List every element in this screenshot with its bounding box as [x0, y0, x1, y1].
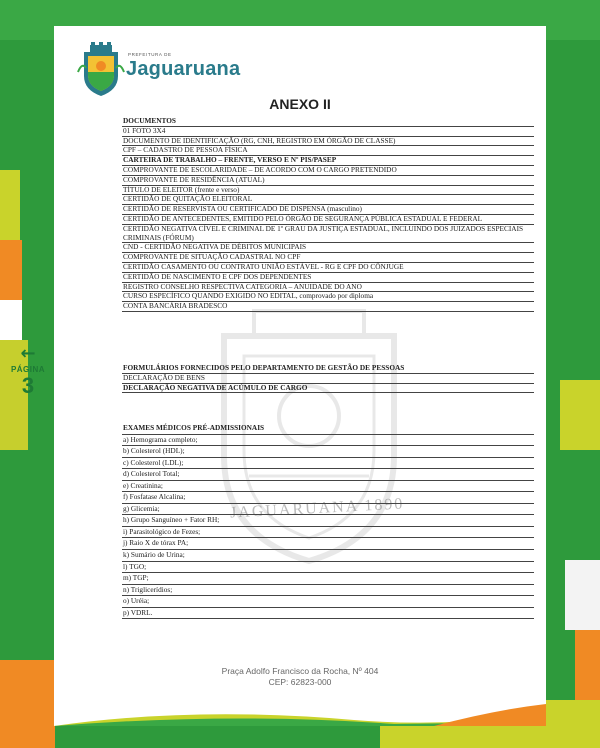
table-row: DOCUMENTO DE IDENTIFICAÇÃO (RG, CNH, REGISTRO EM ÓRGÃO DE CLASSE) [122, 137, 534, 147]
brand [126, 52, 240, 81]
table-row: COMPROVANTE DE SITUAÇÃO CADASTRAL NO CPF [122, 253, 534, 263]
table-row: h) Grupo Sanguíneo + Fator RH; [122, 515, 534, 527]
table-row: CERTIDÃO NEGATIVA CÍVEL E CRIMINAL DE 1º GRAU DA JUSTIÇA ESTADUAL, INCLUINDO DOS JUIZADOS ESPECIAIS CRIMINAIS (FÓRUM) [122, 225, 534, 244]
footer-address-block [54, 666, 546, 688]
medical-exams-table [122, 423, 534, 619]
table-row: CERTIDÃO DE ANTECEDENTES, EMITIDO PELO ÓRGÃO DE SEGURANÇA PÚBLICA ESTADUAL E FEDERAL [122, 215, 534, 225]
table-row: g) Glicemia; [122, 504, 534, 516]
table-row: COMPROVANTE DE ESCOLARIDADE – DE ACORDO COM O CARGO PRETENDIDO [122, 166, 534, 176]
table-row: COMPROVANTE DE RESIDÊNCIA (ATUAL) [122, 176, 534, 186]
table-row: p) VDRL. [122, 608, 534, 620]
table-row: f) Fosfatase Alcalina; [122, 492, 534, 504]
page-indicator[interactable] [6, 345, 50, 398]
coat-of-arms-logo [76, 42, 126, 98]
page-title: ANEXO II [269, 96, 331, 112]
table-row: DECLARAÇÃO NEGATIVA DE ACÚMULO DE CARGO [122, 384, 534, 394]
table-header: EXAMES MÉDICOS PRÉ-ADMISSIONAIS [122, 423, 534, 435]
table-row: j) Raio X de tórax PA; [122, 538, 534, 550]
table-row: CARTEIRA DE TRABALHO – FRENTE, VERSO E Nº PIS/PASEP [122, 156, 534, 166]
footer-address: Praça Adolfo Francisco da Rocha, Nº 404 [221, 666, 379, 676]
table-row: c) Colesterol (LDL); [122, 458, 534, 470]
table-row: l) TGO; [122, 562, 534, 574]
table-row: CURSO ESPECÍFICO QUANDO EXIGIDO NO EDITAL, comprovado por diploma [122, 292, 534, 302]
documents-table [122, 117, 534, 312]
table-row: CERTIDÃO DE RESERVISTA OU CERTIFICADO DE DISPENSA (masculino) [122, 205, 534, 215]
table-row: i) Parasitológico de Fezes; [122, 527, 534, 539]
watermark-text: JAGUARUANA 1890 [229, 495, 405, 522]
table-row: DECLARAÇÃO DE BENS [122, 374, 534, 384]
page-label: PÁGINA [10, 365, 46, 374]
decor-block [0, 660, 55, 748]
table-row: n) Triglicerídios; [122, 585, 534, 597]
document-page [54, 26, 546, 726]
table-header: DOCUMENTOS [122, 117, 534, 127]
decor-block [0, 300, 22, 340]
table-row: b) Colesterol (HDL); [122, 446, 534, 458]
table-row: d) Colesterol Total; [122, 469, 534, 481]
table-row: o) Uréia; [122, 596, 534, 608]
table-row: REGISTRO CONSELHO RESPECTIVA CATEGORIA – ANUIDADE DO ANO [122, 283, 534, 293]
table-row: CERTIDÃO DE QUITAÇÃO ELEITORAL [122, 195, 534, 205]
table-row: CND - CERTIDÃO NEGATIVA DE DÉBITOS MUNICIPAIS [122, 243, 534, 253]
page-number: 3 [21, 373, 35, 398]
forms-table [122, 364, 534, 393]
decor-block [560, 380, 600, 450]
table-row: e) Creatinina; [122, 481, 534, 493]
table-row: CPF – CADASTRO DE PESSOA FÍSICA [122, 146, 534, 156]
arrow-left-icon[interactable]: ← [20, 343, 36, 364]
brand-small-label: PREFEITURA DE [128, 52, 172, 57]
table-row: a) Hemograma completo; [122, 435, 534, 447]
decor-block [0, 240, 22, 300]
footer-decor-curves [54, 686, 546, 726]
table-row: TÍTULO DE ELEITOR (frente e verso) [122, 186, 534, 196]
table-row: CERTIDÃO CASAMENTO OU CONTRATO UNIÃO ESTÁVEL - RG E CPF DO CÔNJUGE [122, 263, 534, 273]
decor-block [575, 630, 600, 700]
footer-cep: CEP: 62823-000 [268, 677, 332, 687]
table-header: FORMULÁRIOS FORNECIDOS PELO DEPARTAMENTO DE GESTÃO DE PESSOAS [122, 364, 534, 374]
decor-block [565, 560, 600, 630]
table-row: m) TGP; [122, 573, 534, 585]
table-row: k) Sumário de Urina; [122, 550, 534, 562]
brand-name: Jaguaruana [126, 58, 241, 80]
table-row: CONTA BANCÁRIA BRADESCO [122, 302, 534, 312]
table-row: CERTIDÃO DE NASCIMENTO E CPF DOS DEPENDENTES [122, 273, 534, 283]
table-row: 01 FOTO 3X4 [122, 127, 534, 137]
